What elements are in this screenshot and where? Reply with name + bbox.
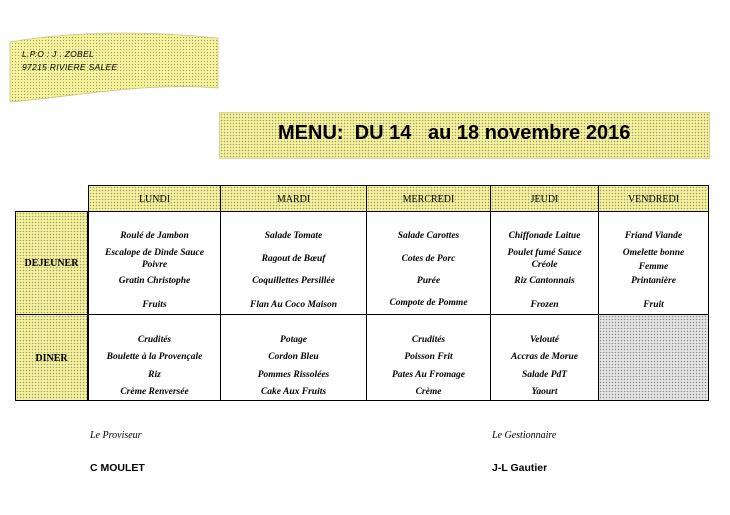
dish: Escalope de Dinde Sauce: [105, 248, 204, 258]
dish: Créole: [531, 260, 558, 270]
dish: Cake Aux Fruits: [260, 387, 327, 397]
dish: Boulette à la Provençale: [106, 352, 203, 362]
day-header-jeudi: JEUDI: [490, 185, 599, 212]
dish: Frozen: [530, 300, 559, 310]
dish: Femme: [638, 262, 669, 272]
dish: Accras de Morue: [510, 352, 579, 362]
signature-name-proviseur: C MOULET: [90, 462, 145, 474]
dish: Poulet fumé Sauce: [507, 248, 582, 258]
dish: Crème: [415, 387, 442, 397]
dish: Fruits: [142, 300, 167, 310]
dejeuner-jeudi: [490, 211, 599, 315]
dejeuner-mardi: [220, 211, 367, 315]
dish: Compote de Pomme: [389, 298, 468, 308]
dejeuner-mercredi: [366, 211, 491, 315]
dish: Fruit: [643, 300, 664, 310]
menu-title-box: [219, 112, 710, 159]
day-header-mardi: MARDI: [220, 185, 367, 212]
dish: Potage: [280, 335, 307, 345]
dejeuner-lundi: [88, 211, 221, 315]
dish: Purée: [416, 276, 441, 286]
school-name: L.P.O : J . ZOBEL: [22, 49, 95, 59]
dish: Salade Carottes: [397, 231, 460, 241]
signature-role-gestionnaire: Le Gestionnaire: [492, 430, 557, 441]
dish: Poivre: [141, 260, 168, 270]
dish: Riz: [148, 370, 161, 380]
dish: Crème Renversée: [120, 387, 189, 397]
signature-name-gestionnaire: J-L Gautier: [492, 462, 548, 474]
dish: Friand Viande: [624, 231, 683, 241]
row-label-dejeuner: DEJEUNER: [15, 211, 88, 315]
diner-mardi: [220, 314, 367, 401]
diner-jeudi: [490, 314, 599, 401]
signature-role-proviseur: Le Proviseur: [90, 430, 142, 441]
dish: Coquillettes Persillée: [252, 276, 335, 286]
school-address: 97215 RIVIERE SALEE: [22, 62, 118, 72]
dish: Velouté: [529, 335, 560, 345]
dish: Printanière: [631, 276, 676, 286]
dish: Omelette bonne: [622, 248, 685, 258]
diner-vendredi-empty: [598, 314, 709, 401]
dish: Flan Au Coco Maison: [249, 300, 338, 310]
dish: Salade Tomate: [264, 231, 323, 241]
diner-mercredi: [366, 314, 491, 401]
dish: Pates Au Fromage: [391, 370, 465, 380]
dish: Crudités: [411, 335, 446, 345]
school-info: [22, 48, 117, 74]
dish: Salade PdT: [521, 370, 568, 380]
dish: Ragout de Bœuf: [261, 254, 326, 264]
dish: Cotes de Porc: [401, 254, 456, 264]
day-header-vendredi: VENDREDI: [598, 185, 709, 212]
menu-title: MENU: DU 14 au 18 novembre 2016: [278, 122, 631, 144]
dish: Poisson Frit: [404, 352, 453, 362]
dish: Crudités: [137, 335, 172, 345]
dejeuner-vendredi: [598, 211, 709, 315]
dish: Pommes Rissolées: [257, 370, 330, 380]
day-header-mercredi: MERCREDI: [366, 185, 491, 212]
dish: Yaourt: [531, 387, 558, 397]
day-header-lundi: LUNDI: [88, 185, 221, 212]
school-banner: [8, 30, 220, 104]
dish: Riz Cantonnais: [514, 276, 575, 286]
dish: Cordon Bleu: [268, 352, 319, 362]
dish: Gratin Christophe: [118, 276, 191, 286]
dish: Chiffonade Laitue: [508, 231, 581, 241]
dish: Roulé de Jambon: [120, 231, 189, 241]
diner-lundi: [88, 314, 221, 401]
row-label-diner: DINER: [15, 314, 88, 401]
